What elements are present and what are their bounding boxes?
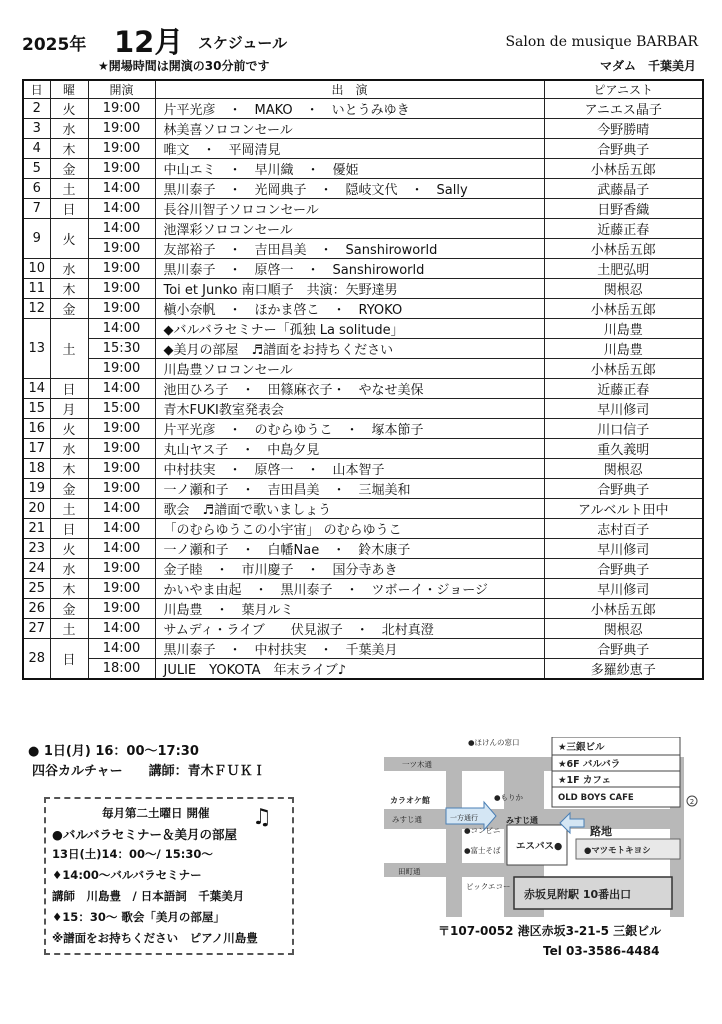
table-row bbox=[23, 219, 703, 239]
cell-day: 21 bbox=[23, 519, 50, 539]
map-conv: ●コンビニ bbox=[464, 826, 501, 835]
map-karaoke: カラオケ館 bbox=[390, 796, 430, 805]
cell-pianist: 土肥弘明 bbox=[544, 259, 703, 279]
cell-pianist: 小林岳五郎 bbox=[544, 299, 703, 319]
header bbox=[22, 20, 702, 80]
cell-performers: 友部裕子 ・ 吉田昌美 ・ Sanshiroworld bbox=[155, 239, 544, 259]
cell-pianist: 志村百子 bbox=[544, 519, 703, 539]
cell-performers: ◆美月の部屋 ♬譜面をお持ちください bbox=[155, 339, 544, 359]
cell-day: 15 bbox=[23, 399, 50, 419]
map-oneway: 一方通行 bbox=[450, 814, 478, 822]
cell-time: 19:00 bbox=[88, 419, 155, 439]
box-line-3: ♦14:00〜バルバラセミナー bbox=[52, 868, 202, 882]
cell-day: 5 bbox=[23, 159, 50, 179]
cell-time: 19:00 bbox=[88, 479, 155, 499]
cell-day: 16 bbox=[23, 419, 50, 439]
cell-weekday: 火 bbox=[50, 99, 88, 119]
cell-pianist: 合野典子 bbox=[544, 479, 703, 499]
cell-weekday: 火 bbox=[50, 539, 88, 559]
cell-weekday: 土 bbox=[50, 499, 88, 519]
table-row bbox=[23, 639, 703, 659]
cell-pianist: 早川修司 bbox=[544, 579, 703, 599]
cell-performers: 池田ひろ子 ・ 田篠麻衣子・ やなせ美保 bbox=[155, 379, 544, 399]
cell-time: 14:00 bbox=[88, 499, 155, 519]
table-row bbox=[23, 339, 703, 359]
cell-pianist: 合野典子 bbox=[544, 559, 703, 579]
cell-time: 19:00 bbox=[88, 139, 155, 159]
cell-time: 14:00 bbox=[88, 219, 155, 239]
cell-time: 19:00 bbox=[88, 119, 155, 139]
cell-pianist: 関根忍 bbox=[544, 459, 703, 479]
cell-time: 14:00 bbox=[88, 619, 155, 639]
cell-time: 19:00 bbox=[88, 159, 155, 179]
schedule-table bbox=[22, 79, 704, 680]
cell-performers: Toi et Junko 南口順子 共演：矢野達男 bbox=[155, 279, 544, 299]
cell-pianist: 小林岳五郎 bbox=[544, 239, 703, 259]
seminar-info-box bbox=[44, 797, 294, 955]
cell-pianist: 日野香織 bbox=[544, 199, 703, 219]
map-roji: 路地 bbox=[590, 825, 612, 838]
cell-day: 7 bbox=[23, 199, 50, 219]
map-bic: ビックエコー bbox=[466, 882, 511, 891]
svg-text:2: 2 bbox=[689, 798, 695, 806]
madam-name: マダム 千葉美月 bbox=[599, 59, 696, 73]
cell-performers: 金子睦 ・ 市川慶子 ・ 国分寺あき bbox=[155, 559, 544, 579]
cell-performers: 歌会 ♬譜面で歌いましょう bbox=[155, 499, 544, 519]
map-barbara: ★6F バルバラ bbox=[558, 759, 621, 770]
cell-pianist: 早川修司 bbox=[544, 399, 703, 419]
cell-day: 9 bbox=[23, 219, 50, 259]
cell-pianist: 合野典子 bbox=[544, 639, 703, 659]
special-event-detail: 四谷カルチャー 講師：青木ＦＵＫＩ bbox=[32, 764, 266, 779]
box-line-4: 講師 川島豊 / 日本語詞 千葉美月 bbox=[52, 889, 245, 903]
cell-performers: 唯文 ・ 平岡清見 bbox=[155, 139, 544, 159]
cell-pianist: 今野勝晴 bbox=[544, 119, 703, 139]
box-title: 毎月第二土曜日 開催 bbox=[102, 806, 210, 820]
cell-pianist: 川島豊 bbox=[544, 319, 703, 339]
header-year: 2025年 bbox=[22, 35, 87, 55]
table-row bbox=[23, 119, 703, 139]
table-row bbox=[23, 439, 703, 459]
cell-day: 12 bbox=[23, 299, 50, 319]
cell-day: 2 bbox=[23, 99, 50, 119]
cell-weekday: 日 bbox=[50, 199, 88, 219]
cell-pianist: 合野典子 bbox=[544, 139, 703, 159]
cell-weekday: 日 bbox=[50, 519, 88, 539]
table-row bbox=[23, 659, 703, 680]
cell-time: 15:30 bbox=[88, 339, 155, 359]
cell-day: 10 bbox=[23, 259, 50, 279]
cell-weekday: 金 bbox=[50, 159, 88, 179]
cell-time: 19:00 bbox=[88, 279, 155, 299]
cell-weekday: 水 bbox=[50, 259, 88, 279]
cell-day: 14 bbox=[23, 379, 50, 399]
map-esupasu: エスパス● bbox=[516, 841, 563, 852]
cell-performers: 長谷川智子ソロコンセール bbox=[155, 199, 544, 219]
cell-day: 27 bbox=[23, 619, 50, 639]
table-row bbox=[23, 99, 703, 119]
cell-time: 14:00 bbox=[88, 539, 155, 559]
cell-pianist: 近藤正春 bbox=[544, 219, 703, 239]
cell-time: 18:00 bbox=[88, 659, 155, 680]
table-row bbox=[23, 399, 703, 419]
table-row bbox=[23, 319, 703, 339]
table-row bbox=[23, 179, 703, 199]
table-header-row bbox=[23, 80, 703, 99]
cell-pianist: 重久義明 bbox=[544, 439, 703, 459]
cell-day: 26 bbox=[23, 599, 50, 619]
cell-performers: 一ノ瀬和子 ・ 吉田昌美 ・ 三堀美和 bbox=[155, 479, 544, 499]
map-hitotsugi: 一ツ木通 bbox=[402, 760, 432, 769]
address: 〒107-0052 港区赤坂3-21-5 三銀ビル bbox=[438, 924, 662, 938]
cell-day: 25 bbox=[23, 579, 50, 599]
table-row bbox=[23, 299, 703, 319]
header-month: 12月 bbox=[114, 25, 184, 59]
table-row bbox=[23, 159, 703, 179]
table-row bbox=[23, 479, 703, 499]
map-tamachi: 田町通 bbox=[398, 867, 421, 876]
cell-time: 19:00 bbox=[88, 259, 155, 279]
header-weekday: 曜 bbox=[50, 80, 88, 99]
cell-performers: かいやま由起 ・ 黒川泰子 ・ ツボーイ・ジョージ bbox=[155, 579, 544, 599]
cell-time: 14:00 bbox=[88, 319, 155, 339]
cell-performers: 槇小奈帆 ・ ほかま啓こ ・ RYOKO bbox=[155, 299, 544, 319]
cell-performers: JULIE YOKOTA 年末ライブ♪ bbox=[155, 659, 544, 680]
cell-time: 19:00 bbox=[88, 239, 155, 259]
map-station: 赤坂見附駅 10番出口 bbox=[524, 888, 632, 901]
table-row bbox=[23, 139, 703, 159]
cell-pianist: 小林岳五郎 bbox=[544, 599, 703, 619]
schedule-body bbox=[23, 99, 703, 680]
table-row bbox=[23, 239, 703, 259]
header-performers: 出 演 bbox=[155, 80, 544, 99]
cell-time: 14:00 bbox=[88, 199, 155, 219]
header-day: 日 bbox=[23, 80, 50, 99]
cell-weekday: 火 bbox=[50, 219, 88, 259]
table-row bbox=[23, 419, 703, 439]
cell-weekday: 水 bbox=[50, 439, 88, 459]
map-misuji-left: みすじ通 bbox=[392, 815, 422, 824]
table-row bbox=[23, 199, 703, 219]
cell-weekday: 日 bbox=[50, 639, 88, 680]
cell-time: 19:00 bbox=[88, 439, 155, 459]
special-event-date: ● 1日(月) 16：00〜17:30 bbox=[28, 744, 199, 759]
cell-weekday: 火 bbox=[50, 419, 88, 439]
cell-time: 14:00 bbox=[88, 519, 155, 539]
cell-weekday: 金 bbox=[50, 299, 88, 319]
cell-time: 19:00 bbox=[88, 579, 155, 599]
cell-weekday: 土 bbox=[50, 319, 88, 379]
cell-pianist: 川島豊 bbox=[544, 339, 703, 359]
cell-pianist: 小林岳五郎 bbox=[544, 359, 703, 379]
header-time: 開演 bbox=[88, 80, 155, 99]
cell-time: 19:00 bbox=[88, 559, 155, 579]
cell-day: 17 bbox=[23, 439, 50, 459]
cell-weekday: 土 bbox=[50, 179, 88, 199]
access-map bbox=[384, 737, 706, 917]
table-row bbox=[23, 539, 703, 559]
cell-weekday: 月 bbox=[50, 399, 88, 419]
cell-day: 28 bbox=[23, 639, 50, 680]
table-row bbox=[23, 279, 703, 299]
cell-weekday: 木 bbox=[50, 459, 88, 479]
cell-performers: 中山エミ ・ 早川織 ・ 優姫 bbox=[155, 159, 544, 179]
side-road-left bbox=[446, 757, 462, 917]
cell-pianist: 多羅紗恵子 bbox=[544, 659, 703, 680]
cell-weekday: 金 bbox=[50, 599, 88, 619]
map-matsukiyo: ●マツモトキヨシ bbox=[584, 846, 651, 856]
cell-performers: 川島豊ソロコンセール bbox=[155, 359, 544, 379]
map-moriya: ●もりか bbox=[494, 793, 524, 802]
cell-performers: 青木FUKI教室発表会 bbox=[155, 399, 544, 419]
table-row bbox=[23, 459, 703, 479]
table-row bbox=[23, 599, 703, 619]
cell-day: 18 bbox=[23, 459, 50, 479]
cell-pianist: 早川修司 bbox=[544, 539, 703, 559]
cell-day: 6 bbox=[23, 179, 50, 199]
table-row bbox=[23, 619, 703, 639]
table-row bbox=[23, 259, 703, 279]
cell-day: 13 bbox=[23, 319, 50, 379]
box-line-2: 13日(土)14：00〜/ 15:30〜 bbox=[52, 847, 213, 861]
box-line-1: ●バルバラセミナー＆美月の部屋 bbox=[52, 827, 238, 842]
cell-time: 14:00 bbox=[88, 379, 155, 399]
cell-weekday: 木 bbox=[50, 579, 88, 599]
table-row bbox=[23, 579, 703, 599]
map-cafe: ★1F カフェ bbox=[558, 775, 611, 786]
opening-note: ★開場時間は開演の30分前です bbox=[98, 59, 270, 73]
cell-time: 14:00 bbox=[88, 179, 155, 199]
cell-pianist: 関根忍 bbox=[544, 279, 703, 299]
cell-time: 14:00 bbox=[88, 639, 155, 659]
cell-time: 19:00 bbox=[88, 359, 155, 379]
cell-pianist: アルベルト田中 bbox=[544, 499, 703, 519]
cell-performers: 「のむらゆうこの小宇宙」 のむらゆうこ bbox=[155, 519, 544, 539]
cell-performers: 片平光彦 ・ MAKO ・ いとうみゆき bbox=[155, 99, 544, 119]
cell-day: 19 bbox=[23, 479, 50, 499]
header-schedule-label: スケジュール bbox=[198, 34, 288, 52]
cell-pianist: 武藤晶子 bbox=[544, 179, 703, 199]
cell-time: 19:00 bbox=[88, 99, 155, 119]
cell-performers: 川島豊 ・ 葉月ルミ bbox=[155, 599, 544, 619]
map-sangin: ★三銀ビル bbox=[558, 742, 605, 753]
cell-time: 19:00 bbox=[88, 299, 155, 319]
table-row bbox=[23, 379, 703, 399]
cell-weekday: 日 bbox=[50, 379, 88, 399]
cell-performers: 黒川泰子 ・ 中村扶実 ・ 千葉美月 bbox=[155, 639, 544, 659]
venue-name: Salon de musique BARBAR bbox=[505, 34, 698, 50]
cell-weekday: 土 bbox=[50, 619, 88, 639]
cell-performers: サムディ・ライブ 伏見淑子 ・ 北村真澄 bbox=[155, 619, 544, 639]
cell-pianist: 川口信子 bbox=[544, 419, 703, 439]
cell-performers: ◆バルバラセミナー「孤独 La solitude」 bbox=[155, 319, 544, 339]
table-row bbox=[23, 519, 703, 539]
table-row bbox=[23, 559, 703, 579]
cell-weekday: 木 bbox=[50, 279, 88, 299]
cell-day: 3 bbox=[23, 119, 50, 139]
cell-day: 11 bbox=[23, 279, 50, 299]
cell-performers: 片平光彦 ・ のむらゆうこ ・ 塚本節子 bbox=[155, 419, 544, 439]
telephone: Tel 03-3586-4484 bbox=[543, 944, 660, 958]
cell-performers: 池澤彩ソロコンセール bbox=[155, 219, 544, 239]
box-line-5: ♦15：30〜 歌会「美月の部屋」 bbox=[52, 910, 225, 924]
cell-weekday: 水 bbox=[50, 559, 88, 579]
cell-pianist: 小林岳五郎 bbox=[544, 159, 703, 179]
music-note-icon: ♫ bbox=[252, 805, 272, 830]
cell-day: 4 bbox=[23, 139, 50, 159]
cell-performers: 黒川泰子 ・ 原啓一 ・ Sanshiroworld bbox=[155, 259, 544, 279]
cell-performers: 中村扶実 ・ 原啓一 ・ 山本智子 bbox=[155, 459, 544, 479]
map-oldboys: OLD BOYS CAFE bbox=[558, 793, 634, 803]
table-row bbox=[23, 359, 703, 379]
cell-day: 24 bbox=[23, 559, 50, 579]
map-fuji: ●富士そば bbox=[464, 846, 501, 855]
header-pianist: ピアニスト bbox=[544, 80, 703, 99]
cell-performers: 丸山ヤス子 ・ 中島夕見 bbox=[155, 439, 544, 459]
table-row bbox=[23, 499, 703, 519]
cell-pianist: 近藤正春 bbox=[544, 379, 703, 399]
cell-performers: 林美喜ソロコンセール bbox=[155, 119, 544, 139]
cell-pianist: アニエス晶子 bbox=[544, 99, 703, 119]
cell-day: 23 bbox=[23, 539, 50, 559]
cell-day: 20 bbox=[23, 499, 50, 519]
box-line-6: ※譜面をお持ちください ピアノ川島豊 bbox=[52, 931, 258, 945]
cell-time: 19:00 bbox=[88, 599, 155, 619]
map-hoken: ●ほけんの窓口 bbox=[468, 738, 520, 747]
cell-pianist: 関根忍 bbox=[544, 619, 703, 639]
cell-weekday: 木 bbox=[50, 139, 88, 159]
cell-performers: 一ノ瀬和子 ・ 白幡Nae ・ 鈴木康子 bbox=[155, 539, 544, 559]
cell-performers: 黒川泰子 ・ 光岡典子 ・ 隠岐文代 ・ Sally bbox=[155, 179, 544, 199]
cell-weekday: 金 bbox=[50, 479, 88, 499]
cell-time: 19:00 bbox=[88, 459, 155, 479]
cell-weekday: 水 bbox=[50, 119, 88, 139]
map-misuji-right: みすじ通 bbox=[506, 816, 538, 825]
cell-time: 15:00 bbox=[88, 399, 155, 419]
